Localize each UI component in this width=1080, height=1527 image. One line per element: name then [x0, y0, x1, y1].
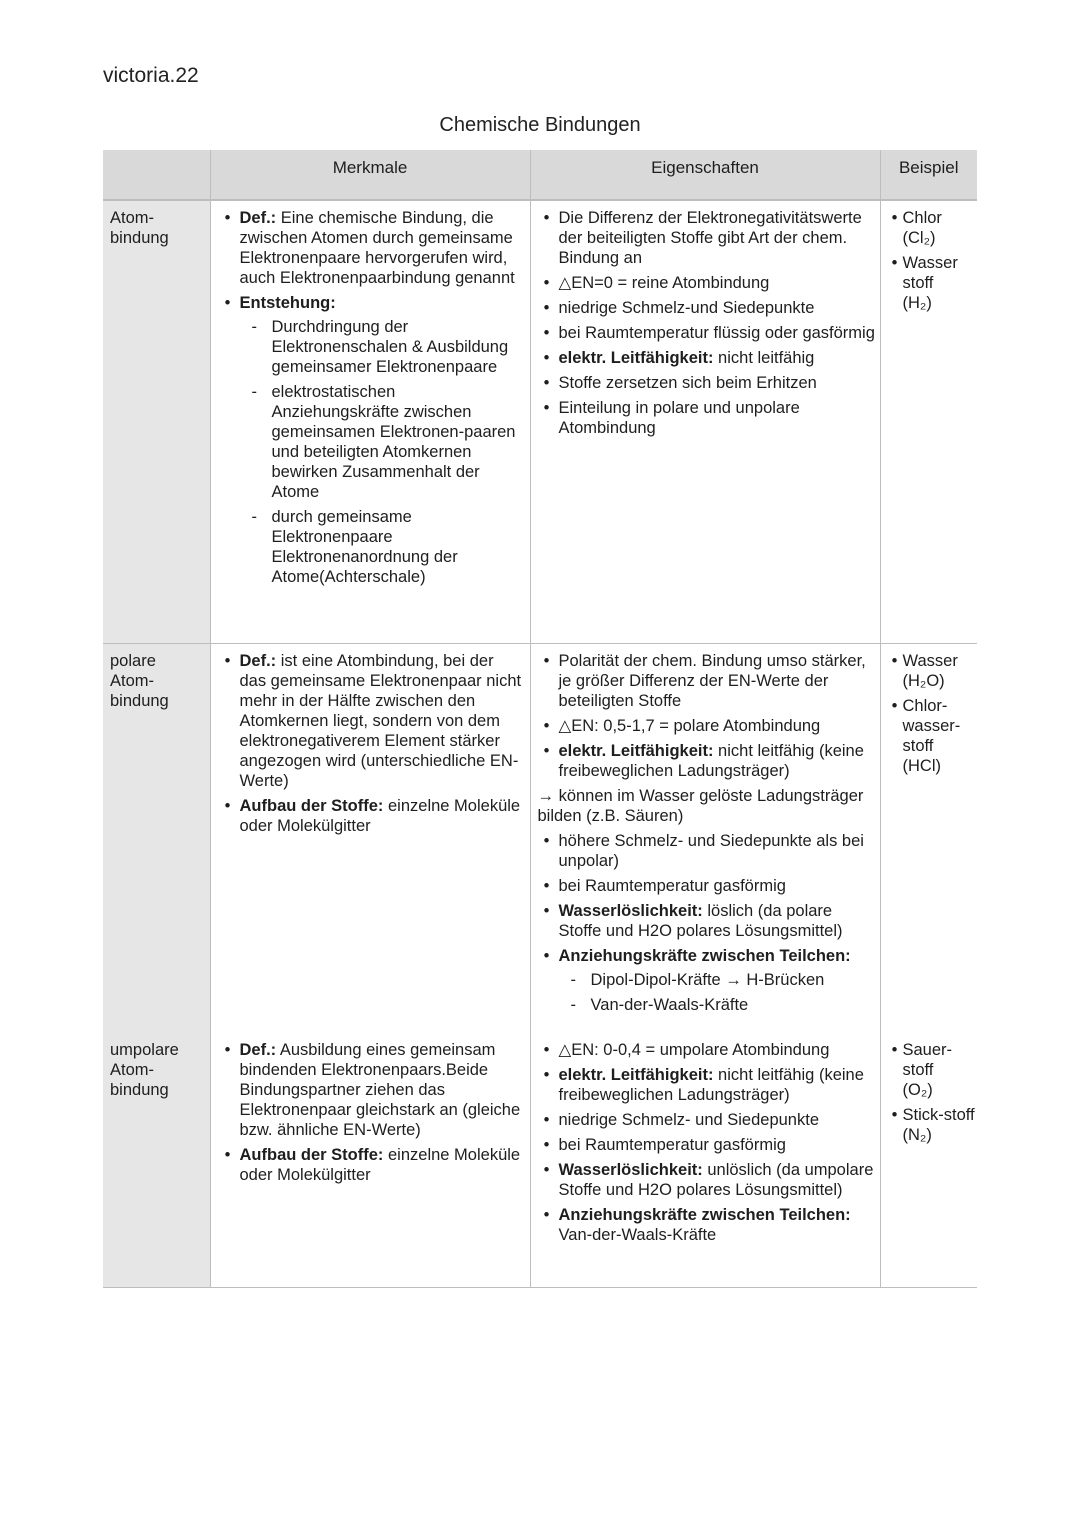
table-row-atombindung — [103, 200, 977, 644]
list-item: • Stoffe zersetzen sich beim Erhitzen — [543, 374, 817, 392]
row-label-line: umpolare — [110, 1041, 179, 1059]
table-row-polare-atombindung — [103, 644, 977, 1032]
sub-list-item: - Van-der-Waals-Kräfte — [570, 996, 749, 1014]
list-item: • niedrige Schmelz- und Siedepunkte — [543, 1111, 819, 1129]
list-item: • Entstehung: - Durchdringung der Elektronenschalen & Ausbildung gemeinsamer Elektronenpaare - elektrostatischen Anziehungskräfte zwischen gemeinsamen Elektronen-paaren und beteiligten Atomkernen bewirken Zusammenhalt der Atome - durch gemeinsame Elektronenpaare Elektronenanordnung der Atome(Achterschale) — [219, 293, 524, 587]
author-name: victoria.22 — [103, 64, 199, 87]
list-item: • elektr. Leitfähigkeit: nicht leitfähig — [543, 349, 815, 367]
list-item: • Chlor (Cl₂) — [891, 209, 942, 247]
header-empty — [103, 150, 210, 200]
row-label-line: bindung — [110, 1081, 169, 1099]
cell-eigenschaften-polare-atombindung — [530, 644, 880, 1032]
list-item: • Def.: ist eine Atombindung, bei der das gemeinsame Elektronenpaar nicht mehr in der Hälfte zwischen den Atomkernen liegt, sondern von dem elektronegativerem Element stärker angezogen wird (unterschiedliche EN-Werte) — [224, 652, 522, 790]
arrow-note: → können im Wasser gelöste Ladungsträger bilden (z.B. Säuren) — [537, 787, 864, 825]
row-label-line: bindung — [110, 229, 169, 247]
page-title: Chemische Bindungen — [439, 114, 641, 136]
list-item: • Einteilung in polare und unpolare Atombindung — [543, 399, 800, 437]
cell-eigenschaften-umpolare-atombindung — [530, 1031, 880, 1288]
cell-eigenschaften-atombindung — [530, 200, 880, 644]
row-label-line: polare — [110, 652, 156, 670]
list-item: • bei Raumtemperatur gasförmig — [543, 877, 786, 895]
bindungen-table-wrap — [103, 150, 977, 1273]
list-item: • Wasser (H₂O) — [891, 652, 958, 690]
list-item: • höhere Schmelz- und Siedepunkte als bei unpolar) — [543, 832, 864, 870]
list-item: • Die Differenz der Elektronegativitätswerte der beiteiligten Stoffe gibt Art der chem. Bindung an — [543, 209, 862, 267]
list-item: • Anziehungskräfte zwischen Teilchen: - Dipol-Dipol-Kräfte → H-Brücken - Van-der-Waals-Kräfte — [538, 946, 876, 1015]
list-item: • Anziehungskräfte zwischen Teilchen: Van-der-Waals-Kräfte — [543, 1206, 851, 1244]
table-row-umpolare-atombindung — [103, 1031, 977, 1288]
row-label-line: Atom- — [110, 209, 155, 227]
list-item: • Wasserlöslichkeit: löslich (da polare Stoffe und H2O polares Lösungsmittel) — [543, 902, 843, 940]
row-label-line: bindung — [110, 692, 169, 710]
bindungen-table — [103, 150, 977, 1288]
list-item: • Wasser stoff (H₂) — [891, 254, 958, 312]
sub-list-item: - elektrostatischen Anziehungskräfte zwischen gemeinsamen Elektronen-paaren und beteiligten Atomkernen bewirken Zusammenhalt der Atome — [251, 383, 516, 501]
row-label-polare-atombindung — [103, 644, 210, 1032]
list-item: • Def.: Ausbildung eines gemeinsam bindenden Elektronenpaars.Beide Bindungspartner ziehen das Elektronenpaar gleichstark an (gleiche bzw. ähnliche EN-Werte) — [224, 1041, 521, 1139]
row-label-line: Atom- — [110, 672, 155, 690]
cell-beispiel-atombindung — [880, 200, 977, 644]
header-beispiel: Beispiel — [880, 150, 977, 200]
cell-beispiel-umpolare-atombindung — [880, 1031, 977, 1288]
header-eigenschaften: Eigenschaften — [530, 150, 880, 200]
list-item: • Chlor-wasser-stoff (HCl) — [891, 697, 961, 775]
list-item: • △EN: 0-0,4 = umpolare Atombindung — [543, 1041, 830, 1059]
list-item: • Sauer-stoff (O₂) — [891, 1041, 953, 1099]
list-item: • elektr. Leitfähigkeit: nicht leitfähig (keine freibeweglichen Ladungsträger) — [543, 1066, 864, 1104]
list-item: • Aufbau der Stoffe: einzelne Moleküle oder Molekülgitter — [224, 797, 521, 835]
cell-merkmale-umpolare-atombindung — [210, 1031, 530, 1288]
row-label-umpolare-atombindung — [103, 1031, 210, 1288]
cell-merkmale-polare-atombindung — [210, 644, 530, 1032]
header-merkmale: Merkmale — [210, 150, 530, 200]
sub-list-item: - Dipol-Dipol-Kräfte → H-Brücken — [570, 971, 825, 989]
list-item: • Aufbau der Stoffe: einzelne Moleküle oder Molekülgitter — [224, 1146, 521, 1184]
list-item: • Polarität der chem. Bindung umso stärker, je größer Differenz der EN-Werte der beteiligten Stoffe — [543, 652, 866, 710]
list-item: • Def.: Eine chemische Bindung, die zwischen Atomen durch gemeinsame Elektronenpaare hervorgerufen wird, auch Elektronenpaarbindung genannt — [224, 209, 515, 287]
list-item: • △EN=0 = reine Atombindung — [543, 274, 770, 292]
sub-list-item: - durch gemeinsame Elektronenpaare Elektronenanordnung der Atome(Achterschale) — [251, 508, 458, 586]
cell-merkmale-atombindung — [210, 200, 530, 644]
list-item: • bei Raumtemperatur flüssig oder gasförmig — [543, 324, 875, 342]
row-label-line: Atom- — [110, 1061, 155, 1079]
cell-beispiel-polare-atombindung — [880, 644, 977, 1032]
list-item: • bei Raumtemperatur gasförmig — [543, 1136, 786, 1154]
list-item: • Stick-stoff (N₂) — [891, 1106, 975, 1144]
row-label-atombindung — [103, 200, 210, 644]
list-item: • niedrige Schmelz-und Siedepunkte — [543, 299, 815, 317]
table-header-row — [103, 150, 977, 200]
list-item: • Wasserlöslichkeit: unlöslich (da umpolare Stoffe und H2O polares Lösungsmittel) — [543, 1161, 874, 1199]
list-item: • elektr. Leitfähigkeit: nicht leitfähig (keine freibeweglichen Ladungsträger) — [543, 742, 864, 780]
list-item: • △EN: 0,5-1,7 = polare Atombindung — [543, 717, 821, 735]
sub-list-item: - Durchdringung der Elektronenschalen & Ausbildung gemeinsamer Elektronenpaare — [251, 318, 509, 376]
